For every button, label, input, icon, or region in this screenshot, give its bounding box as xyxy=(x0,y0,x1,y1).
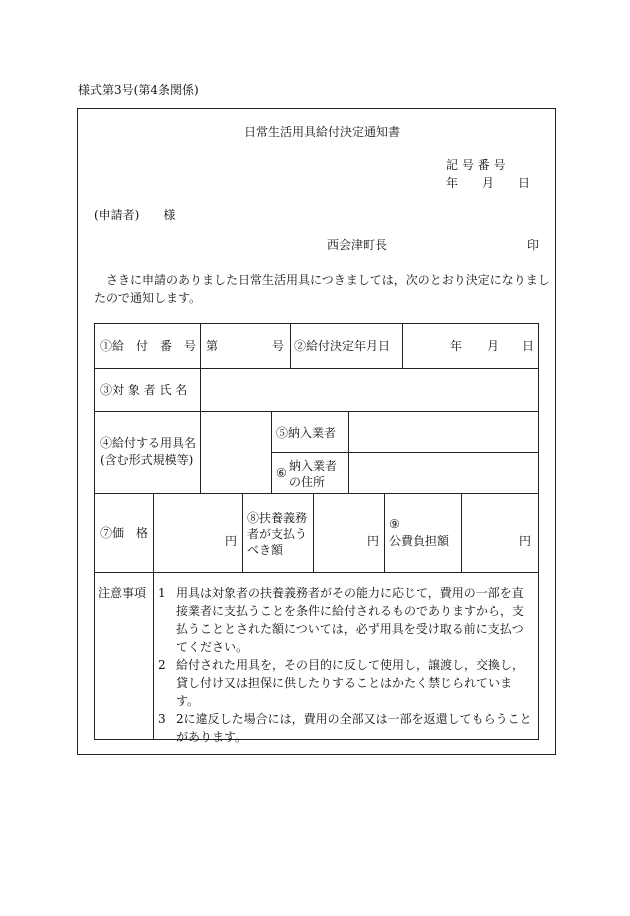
vendor-address-number: ⑥ xyxy=(276,466,287,480)
guardian-payment-label-line2: 者が支払う xyxy=(247,527,308,541)
guardian-payment-yen-unit: 円 xyxy=(367,534,380,548)
benefit-number-prefix: 第 xyxy=(206,339,219,353)
vendor-label: ⑤納入業者 xyxy=(276,426,337,440)
notice-body-text: さきに申請のありました日常生活用具につきましては，次のとおり決定になりましたので通知します。 xyxy=(94,273,550,305)
guardian-payment-label-line3: べき額 xyxy=(247,543,284,557)
notes-list xyxy=(158,584,534,746)
recipient-name-label: ③対 象 者 氏 名 xyxy=(100,383,188,397)
notes-label: 注意事項 xyxy=(98,586,147,600)
record-number-label: 記 号 番 号 xyxy=(446,158,506,172)
vendor-address-label-line2: の住所 xyxy=(289,475,326,489)
date-label: 年 月 日 xyxy=(446,176,531,190)
price-label: ⑦価 格 xyxy=(100,526,149,540)
decision-month: 月 xyxy=(487,339,500,353)
vendor-address-label-line1: 納入業者 xyxy=(289,459,338,473)
document-title: 日常生活用具給付決定通知書 xyxy=(244,125,401,139)
note-number: 1 xyxy=(158,586,166,600)
note-item xyxy=(158,710,534,746)
decision-date-label: ②給付決定年月日 xyxy=(294,339,391,353)
public-burden-number: ⑨ xyxy=(389,517,400,531)
price-yen-unit: 円 xyxy=(225,534,238,548)
note-text: 2に違反した場合には，費用の全部又は一部を返還してもらうことがあります。 xyxy=(176,712,532,744)
form-id: 様式第3号(第4条関係) xyxy=(78,83,199,97)
seal-mark: 印 xyxy=(527,238,540,252)
note-text: 給付された用具を，その目的に反して使用し，譲渡し，交換し，貸し付け又は担保に供したりすることはかたく禁じられています。 xyxy=(176,658,525,708)
benefit-number-suffix: 号 xyxy=(272,339,285,353)
guardian-payment-label-line1: ⑧扶養義務 xyxy=(247,511,308,525)
decision-year: 年 xyxy=(450,339,463,353)
decision-day: 日 xyxy=(522,339,535,353)
equipment-name-note: (含む形式規模等) xyxy=(100,453,194,467)
note-number: 3 xyxy=(158,712,166,726)
note-number: 2 xyxy=(158,658,166,672)
applicant-label: (申請者) 様 xyxy=(94,208,176,222)
public-burden-yen-unit: 円 xyxy=(519,534,532,548)
benefit-number-label: ①給 付 番 号 xyxy=(100,339,197,353)
note-item xyxy=(158,584,534,656)
note-item xyxy=(158,656,534,710)
issuer-name: 西会津町長 xyxy=(327,238,388,252)
note-text: 用具は対象者の扶養義務者がその能力に応じて，費用の一部を直接業者に支払うことを条件に給付されるものでありますから，支払うこととされた額については，必ず用具を受け取る前に支払つてください。 xyxy=(176,586,525,654)
equipment-name-label: ④給付する用具名 xyxy=(100,436,197,450)
public-burden-label: 公費負担額 xyxy=(389,534,450,548)
